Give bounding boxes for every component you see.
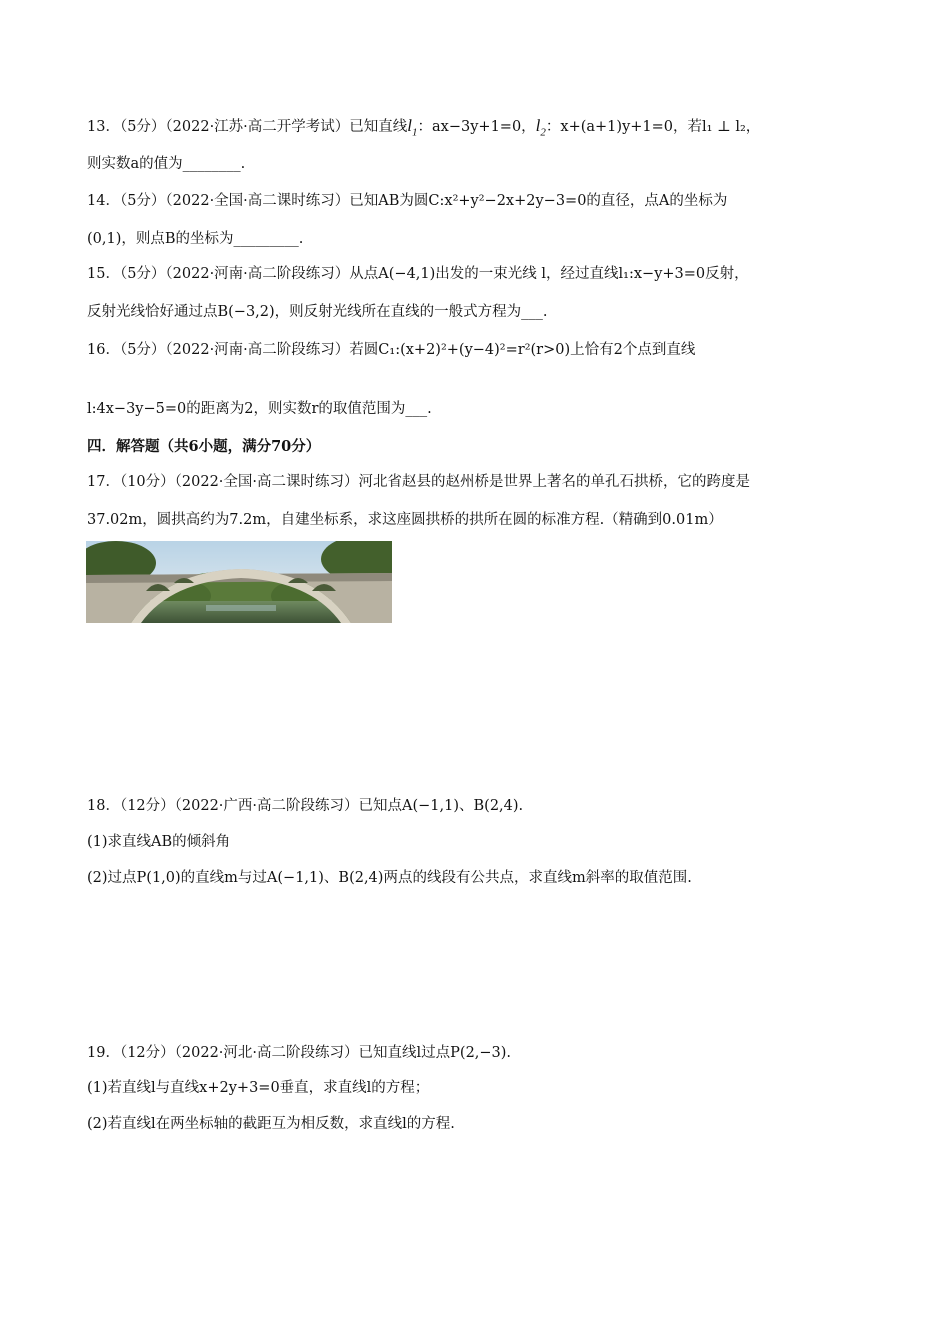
q19-line1: 19．（12分）（2022·河北·高二阶段练习）已知直线l过点P(2,−3). <box>87 1045 512 1061</box>
q16-line1: 16．（5分）（2022·河南·高二阶段练习）若圆C₁:(x+2)²+(y−4)²=r²(r>0)上恰有2个点到直线 <box>87 342 696 358</box>
q13-line1 <box>87 116 760 142</box>
q14-line2: (0,1)，则点B的坐标为_________. <box>87 231 304 247</box>
q13-l1-equation: ：ax−3y+1=0， <box>417 119 536 135</box>
q13-prefix: 13．（5分）（2022·江苏·高二开学考试）已知直线 <box>87 119 408 135</box>
q18-part2: (2)过点P(1,0)的直线m与过A(−1,1)、B(2,4)两点的线段有公共点，求直线m斜率的取值范围. <box>87 870 692 886</box>
q17-line1: 17．（10分）（2022·全国·高二课时练习）河北省赵县的赵州桥是世界上著名的单孔石拱桥，它的跨度是 <box>87 474 751 490</box>
q13-line2: 则实数a的值为________. <box>87 156 246 172</box>
section-heading: 四．解答题（共6小题，满分70分） <box>87 438 321 455</box>
q13-perpendicular: l₁ ⊥ l₂， <box>702 119 761 135</box>
l1-symbol: $l_1$ <box>407 116 418 139</box>
q19-part1: (1)若直线l与直线x+2y+3=0垂直，求直线l的方程； <box>87 1080 430 1096</box>
q18-part1: (1)求直线AB的倾斜角 <box>87 834 231 850</box>
q14-line1: 14．（5分）（2022·全国·高二课时练习）已知AB为圆C:x²+y²−2x+2y−3=0的直径，点A的坐标为 <box>87 193 728 209</box>
q17-line2: 37.02m，圆拱高约为7.2m，自建坐标系，求这座圆拱桥的拱所在圆的标准方程.（精确到0.01m） <box>87 512 723 528</box>
q19-part2: (2)若直线l在两坐标轴的截距互为相反数，求直线l的方程. <box>87 1116 455 1132</box>
q15-line1: 15．（5分）（2022·河南·高二阶段练习）从点A(−4,1)出发的一束光线 l，经过直线l₁:x−y+3=0反射， <box>87 266 749 282</box>
q15-line2: 反射光线恰好通过点B(−3,2)，则反射光线所在直线的一般式方程为___. <box>87 304 548 320</box>
q13-l2-equation: ：x+(a+1)y+1=0，若 <box>545 119 703 135</box>
q16-line2: l:4x−3y−5=0的距离为2，则实数r的取值范围为___. <box>87 401 432 417</box>
zhaozhou-bridge-photo <box>86 541 392 623</box>
l2-symbol: $l_2$ <box>535 116 546 139</box>
q18-line1: 18．（12分）（2022·广西·高二阶段练习）已知点A(−1,1)、B(2,4). <box>87 798 524 814</box>
